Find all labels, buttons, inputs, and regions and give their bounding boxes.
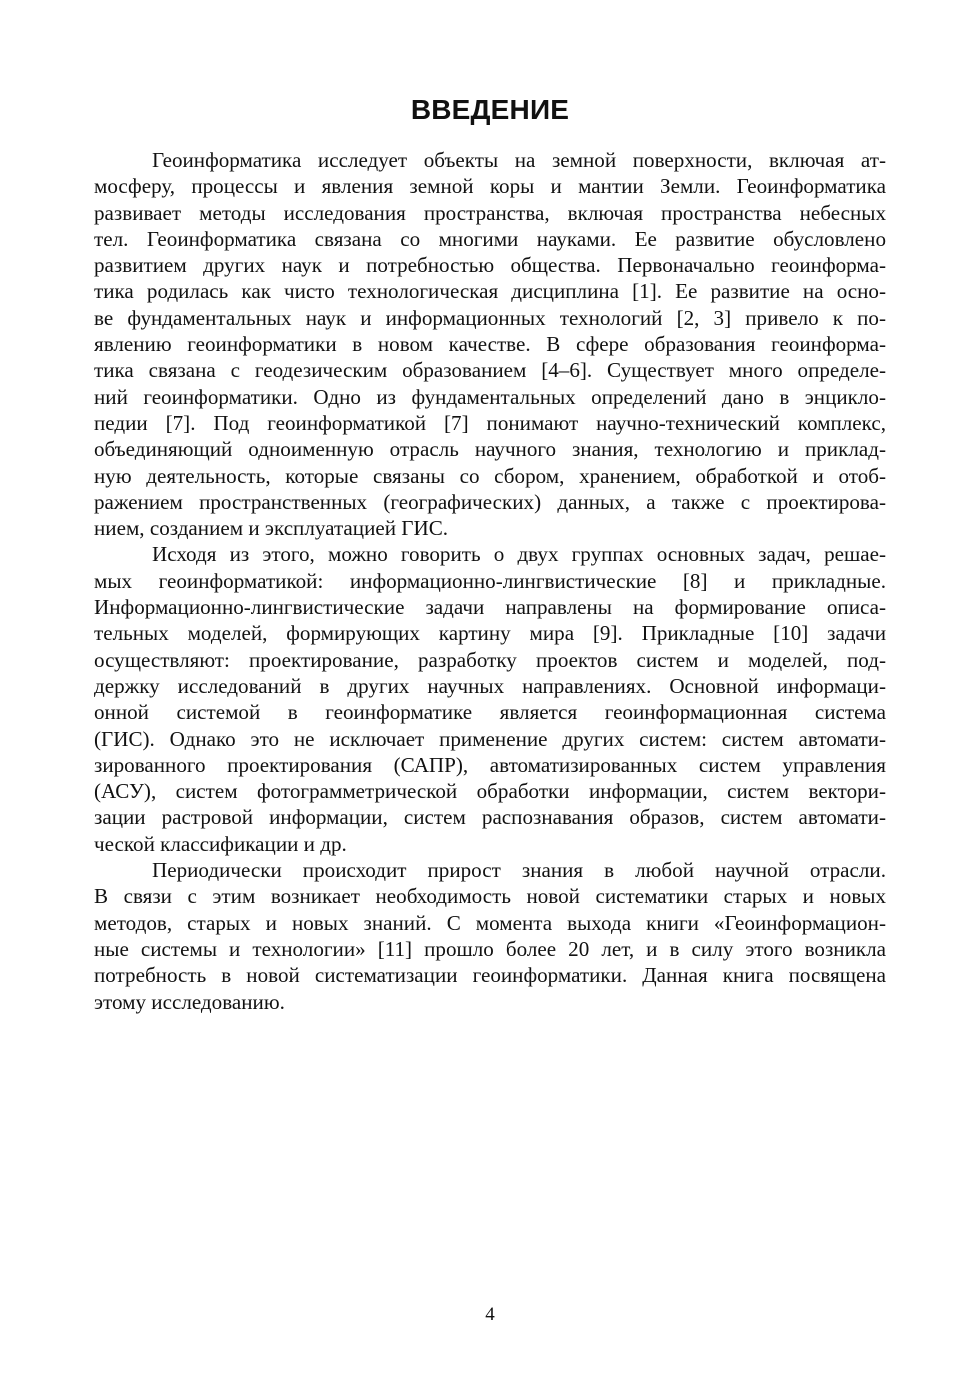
text-line: онной системой в геоинформатике является геоинформационная система [94,700,886,725]
text-line: тика связана с геодезическим образованием [4–6]. Существует много определе- [94,358,886,383]
text-line: тельных моделей, формирующих картину мира [9]. Прикладные [10] задачи [94,621,886,646]
text-line: ве фундаментальных наук и информационных технологий [2, 3] привело к по- [94,305,886,330]
text-line: нием, созданием и эксплуатацией ГИС. [94,516,449,541]
text-line: (ГИС). Однако это не исключает применение других систем: систем автомати- [94,726,886,751]
text-line: явлению геоинформатики в новом качестве. В сфере образования геоинформа- [94,332,886,357]
text-line: педии [7]. Под геоинформатикой [7] понимают научно-технический комплекс, [94,410,886,435]
text-line: потребность в новой систематизации геоинформатики. Данная книга посвящена [94,963,886,988]
paragraph-1 [94,147,886,541]
text-line: держку исследований в других научных направлениях. Основной информаци- [94,673,886,698]
text-line: этому исследованию. [94,989,285,1014]
text-line: ражением пространственных (географических) данных, а также с проектирова- [94,489,886,514]
text-line: объединяющий одноименную отрасль научного знания, технологию и приклад- [94,437,886,462]
text-line: развитием других наук и потребностью общества. Первоначально геоинформа- [94,253,886,278]
text-line: Геоинформатика исследует объекты на земной поверхности, включая ат- [152,148,886,172]
text-line: ные системы и технологии» [11] прошло более 20 лет, и в силу этого возникла [94,936,886,961]
text-line: методов, старых и новых знаний. С момента выхода книги «Геоинформацион- [94,910,886,935]
text-line: развивает методы исследования пространства, включая пространства небесных [94,200,886,225]
text-line: ний геоинформатики. Одно из фундаментальных определений дано в энцикло- [94,384,886,409]
text-line: мосферу, процессы и явления земной коры и мантии Земли. Геоинформатика [94,174,886,199]
text-line: тика родилась как чисто технологическая дисциплина [1]. Ее развитие на осно- [94,279,886,304]
text-line: тел. Геоинформатика связана со многими науками. Ее развитие обусловлено [94,226,886,251]
body-text [94,147,886,1015]
text-line: ную деятельность, которые связаны со сбором, хранением, обработкой и отоб- [94,463,886,488]
text-line: ческой классификации и др. [94,831,347,856]
text-line: Исходя из этого, можно говорить о двух группах основных задач, решае- [152,542,886,567]
paragraph-2 [94,541,886,857]
text-line: зации растровой информации, систем распознавания образов, систем автомати- [94,805,886,830]
page-number: 4 [485,1304,495,1325]
text-line: осуществляют: проектирование, разработку проектов систем и моделей, под- [94,647,886,672]
text-line: Периодически происходит прирост знания в любой научной отрасли. [152,858,886,883]
text-line: Информационно-лингвистические задачи направлены на формирование описа- [94,595,886,620]
paragraph-3 [94,857,886,1015]
page-title: ВВЕДЕНИЕ [410,94,570,125]
text-line: (АСУ), систем фотограмметрической обработки информации, систем вектори- [94,779,886,804]
text-line: В связи с этим возникает необходимость новой систематики старых и новых [94,884,886,909]
text-line: зированного проектирования (САПР), автоматизированных систем управления [94,752,886,777]
text-line: мых геоинформатикой: информационно-лингвистические [8] и прикладные. [94,568,886,593]
